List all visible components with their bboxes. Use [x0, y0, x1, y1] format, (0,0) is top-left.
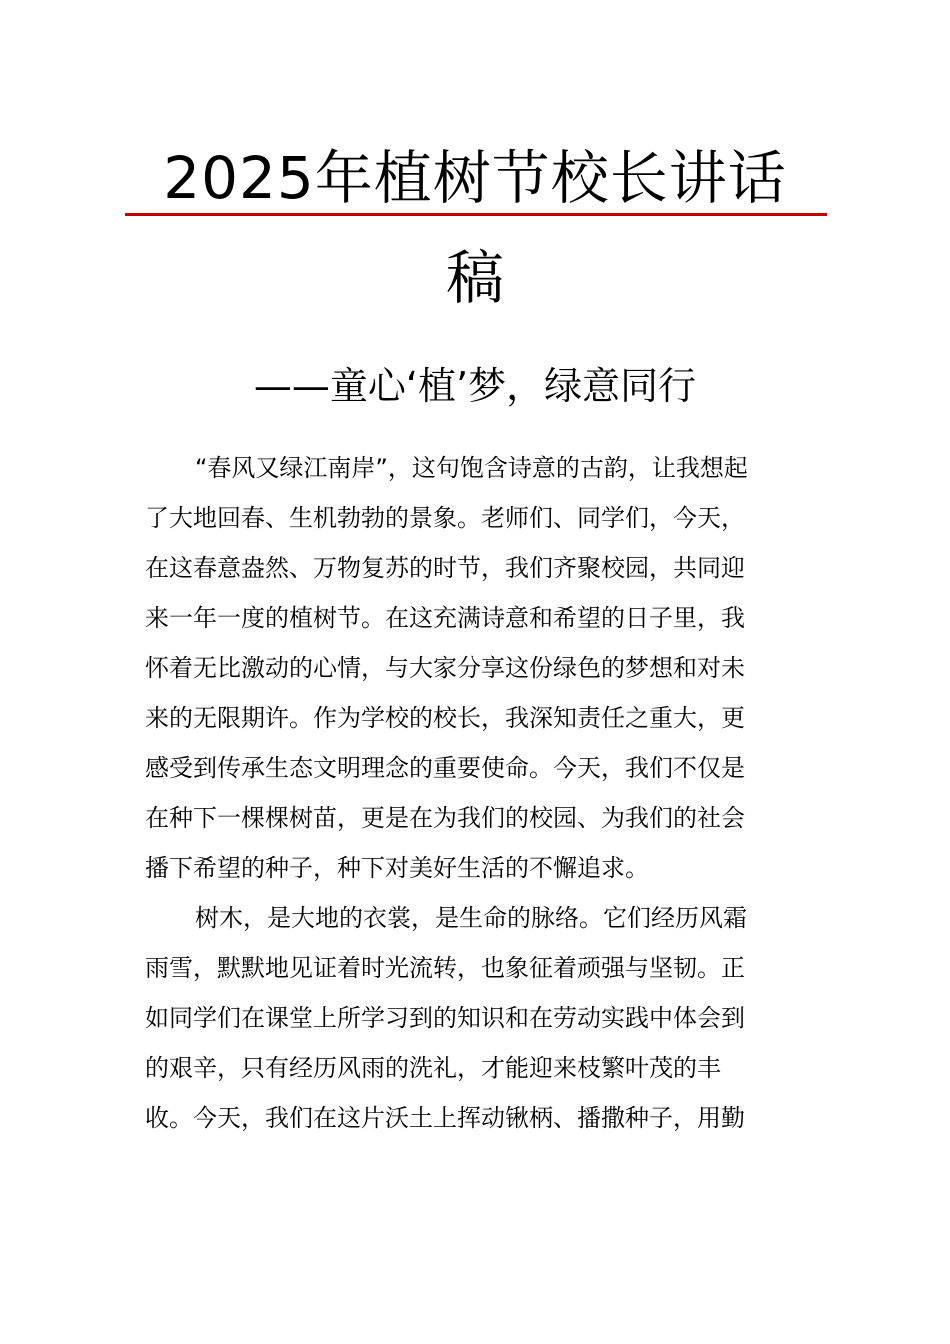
paragraph-line: 了大地回春、生机勃勃的景象。老师们、同学们，今天，: [145, 504, 745, 532]
paragraph-line: 如同学们在课堂上所学习到的知识和在劳动实践中体会到: [145, 1004, 745, 1032]
paragraph-line: 雨雪，默默地见证着时光流转，也象征着顽强与坚韧。正: [145, 954, 745, 982]
document-body: [145, 443, 805, 1143]
paragraph-line: 来的无限期许。作为学校的校长，我深知责任之重大，更: [145, 704, 745, 732]
paragraph-line: 在这春意盎然、万物复苏的时节，我们齐聚校园，共同迎: [145, 554, 745, 582]
paragraph-line: 在种下一棵棵树苗，更是在为我们的校园、为我们的社会: [145, 804, 745, 832]
document-subtitle: ——童心‘植’梦，绿意同行: [253, 364, 697, 408]
paragraph-line: 树木，是大地的衣裳，是生命的脉络。它们经历风霜: [195, 904, 747, 932]
paragraph-line: 来一年一度的植树节。在这充满诗意和希望的日子里，我: [145, 604, 745, 632]
paragraph-1: [145, 443, 805, 893]
paragraph-2: [145, 893, 805, 1143]
document-title-line2: 稿: [445, 244, 504, 312]
paragraph-line: 的艰辛，只有经历风雨的洗礼，才能迎来枝繁叶茂的丰: [145, 1054, 721, 1082]
paragraph-line: 播下希望的种子，种下对美好生活的不懈追求。: [145, 854, 649, 882]
paragraph-line: 感受到传承生态文明理念的重要使命。今天，我们不仅是: [145, 754, 745, 782]
paragraph-line: 怀着无比激动的心情，与大家分享这份绿色的梦想和对未: [145, 654, 745, 682]
paragraph-line: 收。今天，我们在这片沃土上挥动锹柄、播撒种子，用勤: [145, 1104, 745, 1132]
paragraph-line: “春风又绿江南岸”，这句饱含诗意的古韵，让我想起: [195, 454, 748, 482]
title-underline-rule: [125, 213, 827, 216]
document-title-line1: 2025年植树节校长讲话: [163, 144, 787, 212]
